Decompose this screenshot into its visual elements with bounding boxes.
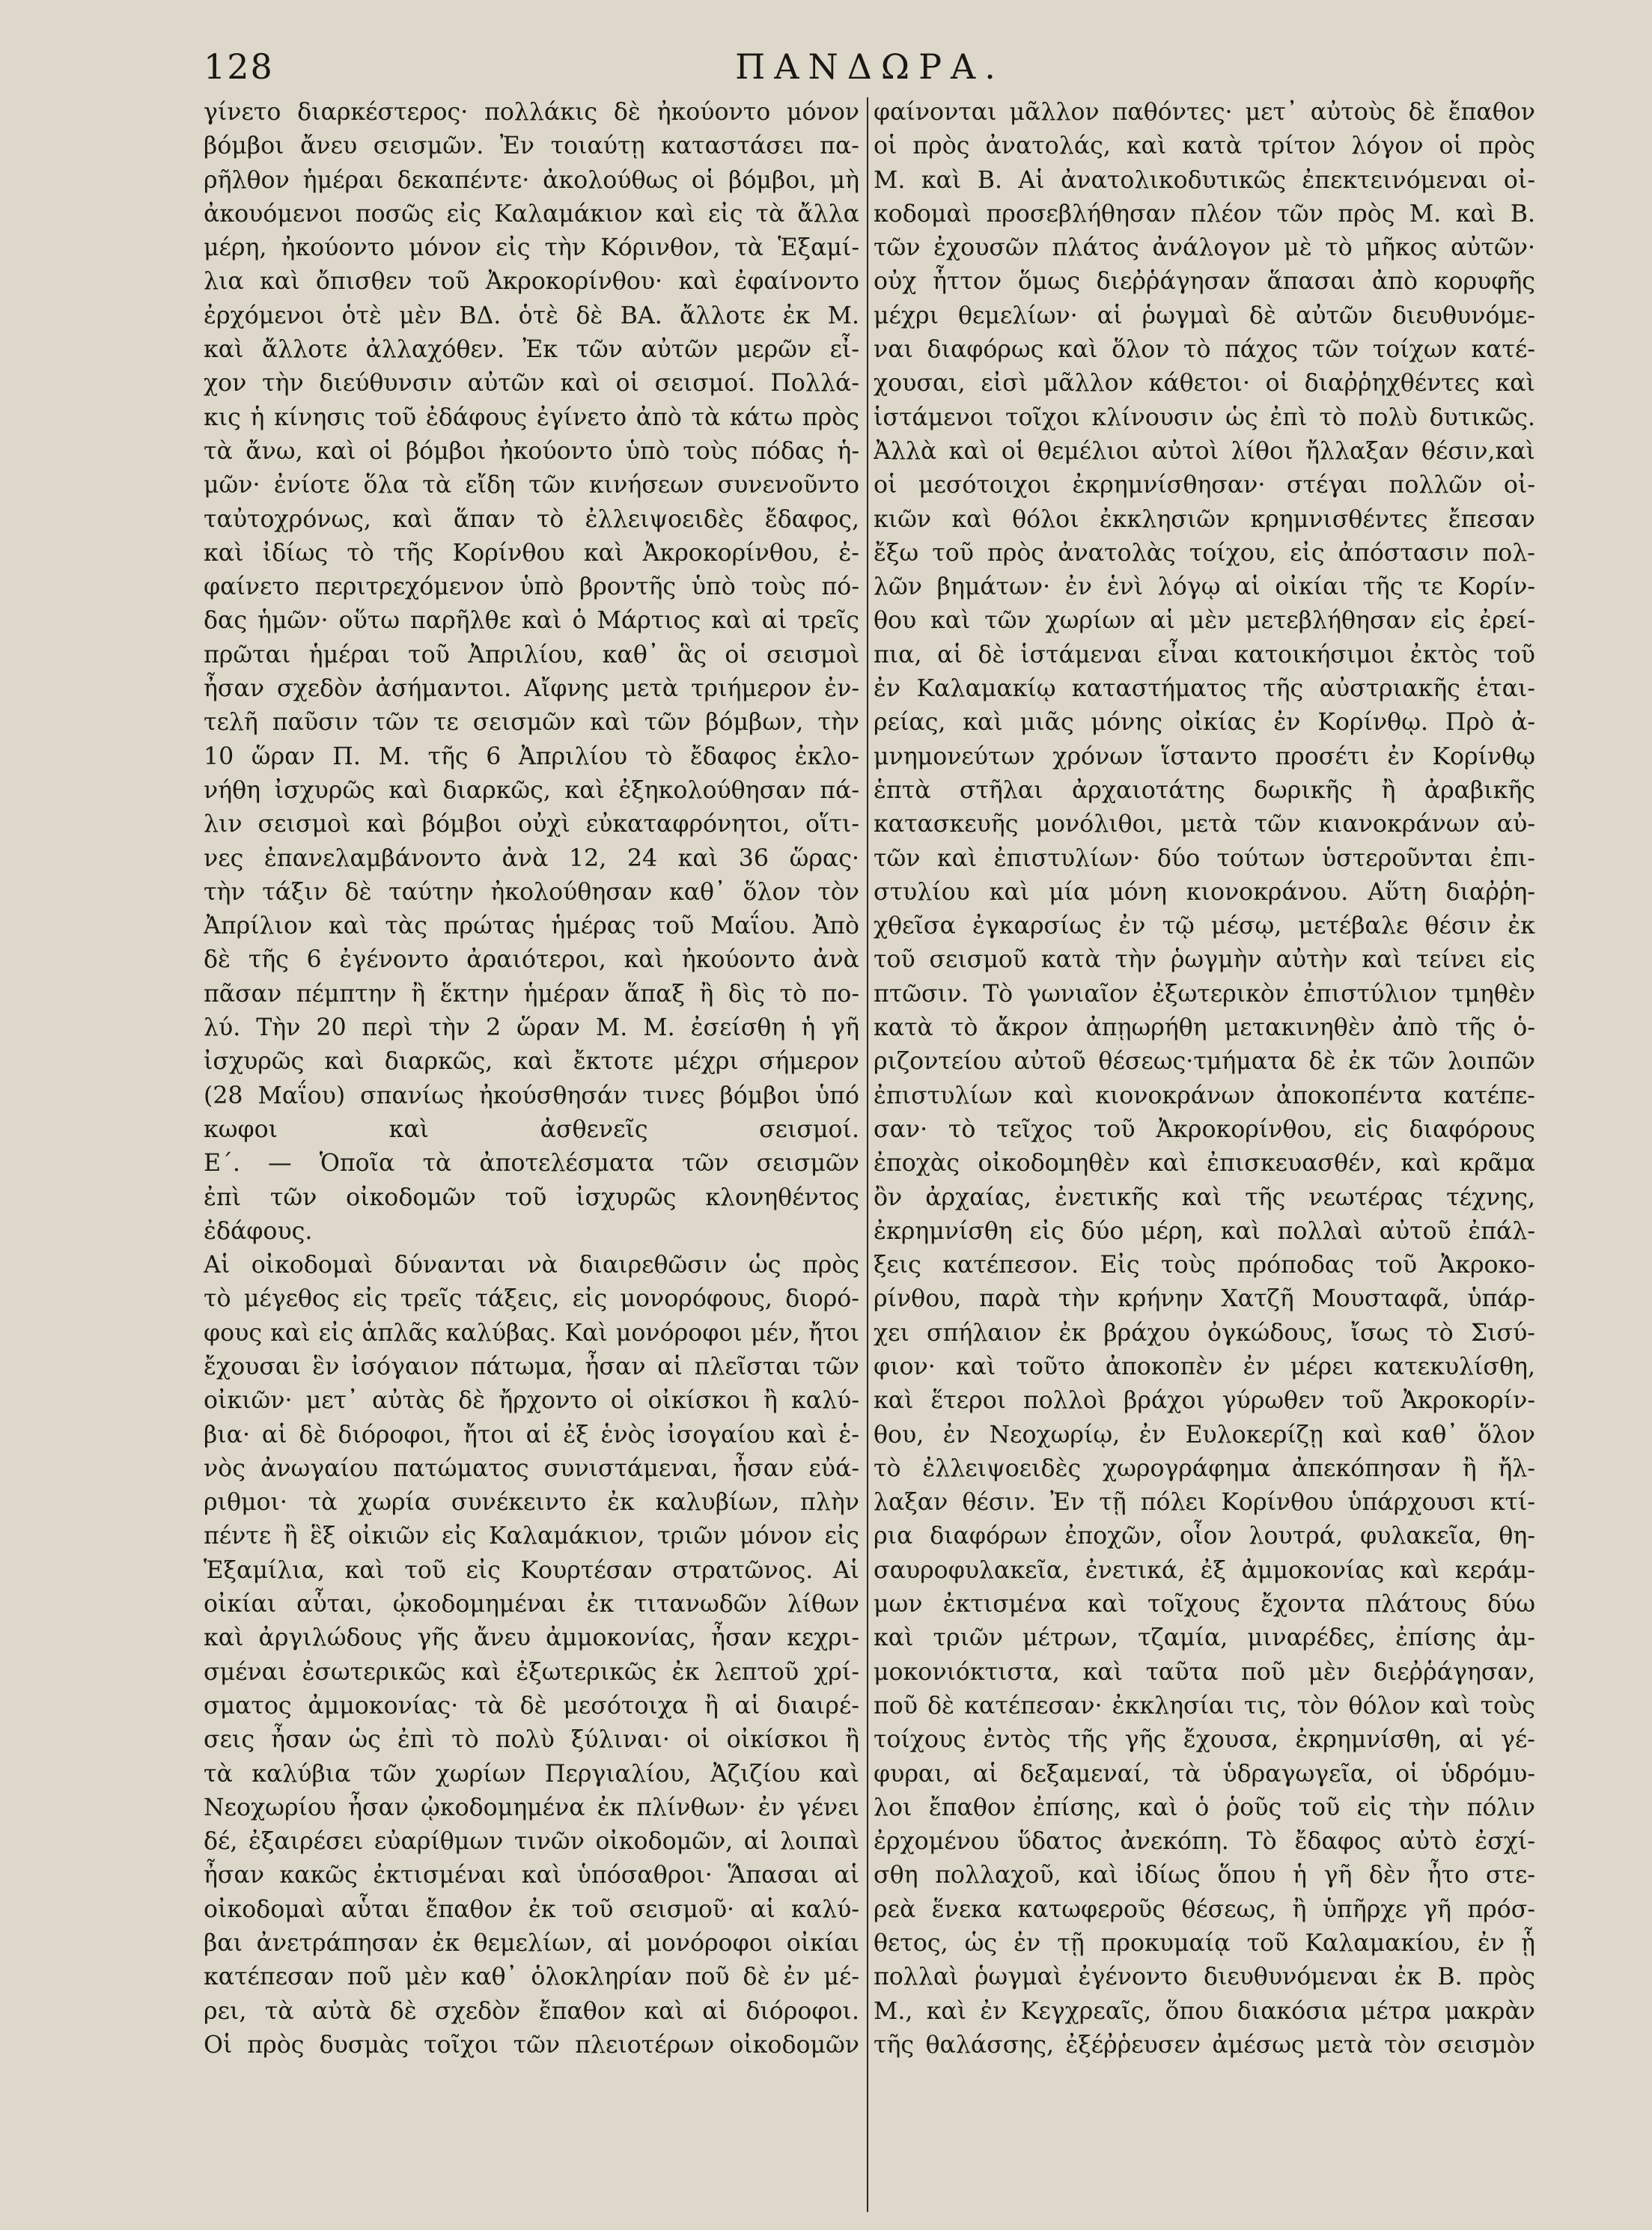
- text-line: νες ἐπανελαμβάνοντο ἀνὰ 12, 24 καὶ 36 ὥρας·: [204, 844, 859, 872]
- text-line: κις ἡ κίνησις τοῦ ἐδάφους ἐγίνετο ἀπὸ τὰ κάτω πρὸς: [204, 403, 859, 431]
- text-line: βια· αἱ δὲ διόροφοι, ἤτοι αἱ ἐξ ἑνὸς ἰσογαίου καὶ ἑ-: [204, 1421, 859, 1448]
- text-line: στυλίου καὶ μία μόνη κιονοκράνου. Αὕτη διαῤῥη-: [874, 878, 1535, 906]
- text-line: οἰκοδομαὶ αὗται ἔπαθον ἐκ τοῦ σεισμοῦ· αἱ καλύ-: [204, 1895, 859, 1923]
- text-line: χον τὴν διεύθυνσιν αὐτῶν καὶ οἱ σεισμοί. Πολλά-: [204, 370, 859, 397]
- text-line: καὶ τριῶν μέτρων, τζαμία, μιναρέδες, ἐπίσης ἀμ-: [874, 1624, 1535, 1652]
- text-line: ριζοντείου αὐτοῦ θέσεως·τμήματα δὲ ἐκ τῶν λοιπῶν: [874, 1048, 1535, 1076]
- text-line: λῶν βημάτων· ἐν ἑνὶ λόγῳ αἱ οἰκίαι τῆς τε Κορίν-: [874, 573, 1535, 601]
- text-line: σαν· τὸ τεῖχος τοῦ Ἀκροκορίνθου, εἰς διαφόρους: [874, 1115, 1535, 1143]
- text-line: χουσαι, εἰσὶ μᾶλλον κάθετοι· οἱ διαῤῥηχθέντες καὶ: [874, 370, 1535, 397]
- text-line: νήθη ἰσχυρῶς καὶ διαρκῶς, καὶ ἐξηκολούθησαν πά-: [204, 776, 859, 804]
- text-line: πᾶσαν πέμπτην ἢ ἕκτην ἡμέραν ἅπαξ ἢ δὶς τὸ πο-: [204, 980, 859, 1008]
- text-line: πέντε ἢ ἓξ οἰκιῶν εἰς Καλαμάκιον, τριῶν μόνον εἰς: [204, 1523, 859, 1550]
- text-line: Αἱ οἰκοδομαὶ δύνανται νὰ διαιρεθῶσιν ὡς πρὸς: [204, 1252, 859, 1279]
- column-divider: [867, 97, 868, 2212]
- text-line: τῆς θαλάσσης, ἐξέῤῥευσεν ἀμέσως μετὰ τὸν σεισμὸν: [874, 2031, 1535, 2059]
- text-line: καὶ ἀργιλώδους γῆς ἄνευ ἀμμοκονίας, ἦσαν κεχρι-: [204, 1624, 859, 1652]
- text-line: οἱ μεσότοιχοι ἐκρημνίσθησαν· στέγαι πολλῶν οἰ-: [874, 472, 1535, 499]
- journal-title: ΠΑΝΔΩΡΑ.: [735, 46, 1005, 87]
- text-line: μοκονιόκτιστα, καὶ ταῦτα ποῦ μὲν διεῤῥάγησαν,: [874, 1658, 1535, 1686]
- page-number: 128: [204, 46, 274, 87]
- text-line: ἔχουσαι ἓν ἰσόγαιον πάτωμα, ἦσαν αἱ πλεῖσται τῶν: [204, 1353, 859, 1380]
- text-line: τὰ καλύβια τῶν χωρίων Περγιαλίου, Ἀζιζίου καὶ: [204, 1760, 859, 1788]
- text-line: λαξαν θέσιν. Ἐν τῇ πόλει Κορίνθου ὑπάρχουσι κτί-: [874, 1489, 1535, 1517]
- text-line: ρει, τὰ αὐτὰ δὲ σχεδὸν ἔπαθον καὶ αἱ διόροφοι.: [204, 1997, 859, 2025]
- text-line: φυραι, αἱ δεξαμεναί, τὰ ὑδραγωγεῖα, οἱ ὑδρόμυ-: [874, 1760, 1535, 1788]
- right-column: [874, 96, 1535, 2062]
- text-line: τὸ μέγεθος εἰς τρεῖς τάξεις, εἰς μονορόφους, διορό-: [204, 1285, 859, 1313]
- text-line: θου, ἐν Νεοχωρίῳ, ἐν Ευλοκερίζῃ καὶ καθ᾽ ὅλον: [874, 1421, 1535, 1448]
- left-column: [204, 96, 859, 2062]
- text-line: σαυροφυλακεῖα, ἐνετικά, ἐξ ἀμμοκονίας καὶ κεράμ-: [874, 1556, 1535, 1584]
- text-line: ξεις κατέπεσον. Εἰς τοὺς πρόποδας τοῦ Ἀκροκο-: [874, 1252, 1535, 1279]
- text-line: κατασκευῆς μονόλιθοι, μετὰ τῶν κιανοκράνων αὐ-: [874, 811, 1535, 838]
- text-line: Νεοχωρίου ἦσαν ᾠκοδομημένα ἐκ πλίνθων· ἐν γένει: [204, 1794, 859, 1821]
- text-line: φους καὶ εἰς ἁπλᾶς καλύβας. Καὶ μονόροφοι μέν, ἤτοι: [204, 1319, 859, 1347]
- text-line: ναι διαφόρως καὶ ὅλον τὸ πάχος τῶν τοίχων κατέ-: [874, 336, 1535, 364]
- text-line: (28 Μαΐου) σπανίως ἠκούσθησάν τινες βόμβοι ὑπό: [204, 1082, 859, 1109]
- text-line: ἦσαν κακῶς ἐκτισμέναι καὶ ὑπόσαθροι· Ἅπασαι αἱ: [204, 1862, 859, 1889]
- text-line: θετος, ὡς ἐν τῇ προκυμαίᾳ τοῦ Καλαμακίου, ἐν ᾗ: [874, 1930, 1535, 1958]
- text-line: Ἑξαμίλια, καὶ τοῦ εἰς Κουρτέσαν στρατῶνος. Αἱ: [204, 1556, 859, 1584]
- text-line: ρείας, καὶ μιᾶς μόνης οἰκίας ἐν Κορίνθῳ. Πρὸ ἀ-: [874, 709, 1535, 737]
- text-line: ἐδάφους.: [204, 1217, 313, 1245]
- text-line: δας ἡμῶν· οὕτω παρῆλθε καὶ ὁ Μάρτιος καὶ αἱ τρεῖς: [204, 607, 859, 635]
- text-line: σματος ἀμμοκονίας· τὰ δὲ μεσότοιχα ἢ αἱ διαιρέ-: [204, 1692, 859, 1719]
- text-line: πια, αἱ δὲ ἱστάμεναι εἶναι κατοικήσιμοι ἐκτὸς τοῦ: [874, 641, 1535, 668]
- text-line: γίνετο διαρκέστερος· πολλάκις δὲ ἠκούοντο μόνον: [204, 99, 859, 126]
- text-line: νὸς ἀνωγαίου πατώματος συνιστάμεναι, ἦσαν εὐά-: [204, 1454, 859, 1482]
- text-line: οἱ πρὸς ἀνατολάς, καὶ κατὰ τρίτον λόγον οἱ πρὸς: [874, 132, 1535, 160]
- text-line: ἐν Καλαμακίῳ καταστήματος τῆς αὐστριακῆς ἑται-: [874, 675, 1535, 703]
- text-line: μῶν· ἐνίοτε ὅλα τὰ εἴδη τῶν κινήσεων συνενοῦντο: [204, 472, 859, 499]
- text-line: ἔξω τοῦ πρὸς ἀνατολὰς τοίχου, εἰς ἀπόστασιν πολ-: [874, 539, 1535, 567]
- text-line: κοδομαὶ προσεβλήθησαν πλέον τῶν πρὸς Μ. καὶ Β.: [874, 200, 1535, 228]
- text-line: Οἱ πρὸς δυσμὰς τοῖχοι τῶν πλειοτέρων οἰκοδομῶν: [204, 2031, 859, 2059]
- text-line: ἰσχυρῶς καὶ διαρκῶς, καὶ ἔκτοτε μέχρι σήμερον: [204, 1048, 859, 1076]
- text-line: σεις ἦσαν ὡς ἐπὶ τὸ πολὺ ξύλιναι· οἱ οἰκίσκοι ἢ: [204, 1726, 859, 1754]
- text-line: ταὐτοχρόνως, καὶ ἅπαν τὸ ἐλλειψοειδὲς ἔδαφος,: [204, 505, 859, 533]
- text-line: Ἀλλὰ καὶ οἱ θεμέλιοι αὐτοὶ λίθοι ἤλλαξαν θέσιν,καὶ: [874, 437, 1535, 465]
- text-line: φιον· καὶ τοῦτο ἀποκοπὲν ἐν μέρει κατεκυλίσθη,: [874, 1353, 1535, 1380]
- text-line: τῶν ἐχουσῶν πλάτος ἀνάλογον μὲ τὸ μῆκος αὐτῶν·: [874, 234, 1535, 262]
- text-line: φαίνετο περιτρεχόμενον ὑπὸ βροντῆς ὑπὸ τοὺς πό-: [204, 573, 859, 601]
- text-line: κατὰ τὸ ἄκρον ἀπῃωρήθη μετακινηθὲν ἀπὸ τῆς ὁ-: [874, 1014, 1535, 1042]
- text-line: καὶ ἕτεροι πολλοὶ βράχοι γύρωθεν τοῦ Ἀκροκορίν-: [874, 1387, 1535, 1415]
- text-line: ρίνθου, παρὰ τὴν κρήνην Χατζῆ Μουσταφᾶ, ὑπάρ-: [874, 1285, 1535, 1313]
- text-line: ἐπὶ τῶν οἰκοδομῶν τοῦ ἰσχυρῶς κλονηθέντος: [204, 1183, 859, 1211]
- text-line: τὰ ἄνω, καὶ οἱ βόμβοι ἠκούοντο ὑπὸ τοὺς πόδας ἡ-: [204, 437, 859, 465]
- text-line: σμέναι ἐσωτερικῶς καὶ ἐξωτερικῶς ἐκ λεπτοῦ χρί-: [204, 1658, 859, 1686]
- text-line: μέχρι θεμελίων· αἱ ῥωγμαὶ δὲ αὐτῶν διευθυνόμε-: [874, 302, 1535, 329]
- text-line: ἦσαν σχεδὸν ἀσήμαντοι. Αἴφνης μετὰ τριήμερον ἐν-: [204, 675, 859, 703]
- text-line: λια καὶ ὄπισθεν τοῦ Ἀκροκορίνθου· καὶ ἐφαίνοντο: [204, 268, 859, 296]
- text-line: πρῶται ἡμέραι τοῦ Ἀπριλίου, καθ᾽ ἃς οἱ σεισμοὶ: [204, 641, 859, 668]
- text-line: ἑπτὰ στῆλαι ἀρχαιοτάτης δωρικῆς ἢ ἀραβικῆς: [874, 776, 1535, 804]
- text-line: ἐρχομένου ὕδατος ἀνεκόπη. Τὸ ἔδαφος αὐτὸ ἐσχί-: [874, 1828, 1535, 1856]
- text-line: τὴν τάξιν δὲ ταύτην ἠκολούθησαν καθ᾽ ὅλον τὸν: [204, 878, 859, 906]
- text-line: οἰκιῶν· μετ᾽ αὐτὰς δὲ ἤρχοντο οἱ οἰκίσκοι ἢ καλύ-: [204, 1387, 859, 1415]
- text-line: βαι ἀνετράπησαν ἐκ θεμελίων, αἱ μονόροφοι οἰκίαι: [204, 1930, 859, 1958]
- text-line: Μ. καὶ Β. Αἱ ἀνατολικοδυτικῶς ἐπεκτεινόμεναι οἰ-: [874, 166, 1535, 194]
- text-line: ποῦ δὲ κατέπεσαν· ἐκκλησίαι τις, τὸν θόλον καὶ τοὺς: [874, 1692, 1535, 1719]
- text-line: Ε΄. — Ὁποῖα τὰ ἀποτελέσματα τῶν σεισμῶν: [204, 1150, 859, 1178]
- text-line: ριθμοι· τὰ χωρία συνέκειντο ἐκ καλυβίων, πλὴν: [204, 1489, 859, 1517]
- text-line: τῶν καὶ ἐπιστυλίων· δύο τούτων ὑστεροῦνται ἐπι-: [874, 844, 1535, 872]
- text-line: βόμβοι ἄνευ σεισμῶν. Ἐν τοιαύτῃ καταστάσει πα-: [204, 132, 859, 160]
- text-line: χθεῖσα ἐγκαρσίως ἐν τῷ μέσῳ, μετέβαλε θέσιν ἐκ: [874, 913, 1535, 940]
- text-line: ἐκρημνίσθη εἰς δύο μέρη, καὶ πολλαὶ αὐτοῦ ἐπάλ-: [874, 1217, 1535, 1245]
- text-line: Μ., καὶ ἐν Κεγχρεαῖς, ὅπου διακόσια μέτρα μακρὰν: [874, 1997, 1535, 2025]
- text-line: δὲ τῆς 6 ἐγένοντο ἀραιότεροι, καὶ ἠκούοντο ἀνὰ: [204, 946, 859, 974]
- text-line: λύ. Τὴν 20 περὶ τὴν 2 ὥραν Μ. Μ. ἐσείσθη ἡ γῆ: [204, 1014, 859, 1042]
- text-line: κιῶν καὶ θόλοι ἐκκλησιῶν κρημνισθέντες ἔπεσαν: [874, 505, 1535, 533]
- text-line: μνημονεύτων χρόνων ἵσταντο προσέτι ἐν Κορίνθῳ: [874, 743, 1535, 770]
- text-line: ἀκουόμενοι ποσῶς εἰς Καλαμάκιον καὶ εἰς τὰ ἄλλα: [204, 200, 859, 228]
- text-line: τοίχους ἐντὸς τῆς γῆς ἔχουσα, ἐκρημνίσθη, αἱ γέ-: [874, 1726, 1535, 1754]
- text-line: Ἀπρίλιον καὶ τὰς πρώτας ἡμέρας τοῦ Μαΐου. Ἀπὸ: [204, 913, 859, 940]
- text-line: ρια διαφόρων ἐποχῶν, οἷον λουτρά, φυλακεῖα, θη-: [874, 1523, 1535, 1550]
- text-line: ἐπιστυλίων καὶ κιονοκράνων ἀποκοπέντα κατέπε-: [874, 1082, 1535, 1109]
- text-line: φαίνονται μᾶλλον παθόντες· μετ᾽ αὐτοὺς δὲ ἔπαθον: [874, 99, 1535, 126]
- text-line: λιν σεισμοὶ καὶ βόμβοι οὐχὶ εὐκαταφρόνητοι, οἵτι-: [204, 811, 859, 838]
- text-line: κατέπεσαν ποῦ μὲν καθ᾽ ὁλοκληρίαν ποῦ δὲ ἐν μέ-: [204, 1964, 859, 1991]
- text-line: σθη πολλαχοῦ, καὶ ἰδίως ὅπου ἡ γῆ δὲν ἦτο στε-: [874, 1862, 1535, 1889]
- text-line: κωφοι καὶ ἀσθενεῖς σεισμοί.: [204, 1115, 859, 1143]
- text-line: δέ, ἐξαιρέσει εὐαρίθμων τινῶν οἰκοδομῶν, αἱ λοιπαὶ: [204, 1828, 859, 1856]
- text-line: καὶ ἰδίως τὸ τῆς Κορίνθου καὶ Ἀκροκορίνθου, ἐ-: [204, 539, 859, 567]
- text-line: 10 ὥραν Π. Μ. τῆς 6 Ἀπριλίου τὸ ἔδαφος ἐκλο-: [204, 743, 859, 770]
- text-line: οἰκίαι αὗται, ᾠκοδομημέναι ἐκ τιτανωδῶν λίθων: [204, 1591, 859, 1618]
- text-line: ἐποχὰς οἰκοδομηθὲν καὶ ἐπισκευασθέν, καὶ κρᾶμα: [874, 1150, 1535, 1178]
- text-line: τοῦ σεισμοῦ κατὰ τὴν ῥωγμὴν αὐτὴν καὶ τείνει εἰς: [874, 946, 1535, 974]
- text-line: πτῶσιν. Τὸ γωνιαῖον ἐξωτερικὸν ἐπιστύλιον τμηθὲν: [874, 980, 1535, 1008]
- text-line: χει σπήλαιον ἐκ βράχου ὀγκώδους, ἴσως τὸ Σισύ-: [874, 1319, 1535, 1347]
- text-line: μέρη, ἠκούοντο μόνον εἰς τὴν Κόρινθον, τὰ Ἑξαμί-: [204, 234, 859, 262]
- text-line: τὸ ἐλλειψοειδὲς χωρογράφημα ἀπεκόπησαν ἢ ἤλ-: [874, 1454, 1535, 1482]
- text-line: καὶ ἄλλοτε ἀλλαχόθεν. Ἐκ τῶν αὐτῶν μερῶν εἶ-: [204, 336, 859, 364]
- text-line: πολλαὶ ῥωγμαὶ ἐγένοντο διευθυνόμεναι ἐκ Β. πρὸς: [874, 1964, 1535, 1991]
- text-line: ρεὰ ἕνεκα κατωφεροῦς θέσεως, ἢ ὑπῆρχε γῆ πρόσ-: [874, 1895, 1535, 1923]
- text-line: ρῆλθον ἡμέραι δεκαπέντε· ἀκολούθως οἱ βόμβοι, μὴ: [204, 166, 859, 194]
- text-line: ὂν ἀρχαίας, ἐνετικῆς καὶ τῆς νεωτέρας τέχνης,: [874, 1183, 1535, 1211]
- text-line: μων ἐκτισμένα καὶ τοῖχους ἔχοντα πλάτους δύω: [874, 1591, 1535, 1618]
- text-line: θου καὶ τῶν χωρίων αἱ μὲν μετεβλήθησαν εἰς ἐρεί-: [874, 607, 1535, 635]
- text-line: ἐρχόμενοι ὁτὲ μὲν ΒΔ. ὁτὲ δὲ ΒΑ. ἄλλοτε ἐκ Μ.: [204, 302, 859, 329]
- text-line: ἱστάμενοι τοῖχοι κλίνουσιν ὡς ἐπὶ τὸ πολὺ δυτικῶς.: [874, 403, 1535, 431]
- text-line: τελῆ παῦσιν τῶν τε σεισμῶν καὶ τῶν βόμβων, τὴν: [204, 709, 859, 737]
- text-line: οὐχ ἧττον ὅμως διεῤῥάγησαν ἅπασαι ἀπὸ κορυφῆς: [874, 268, 1535, 296]
- text-line: λοι ἔπαθον ἐπίσης, καὶ ὁ ῥοῦς τοῦ εἰς τὴν πόλιν: [874, 1794, 1535, 1821]
